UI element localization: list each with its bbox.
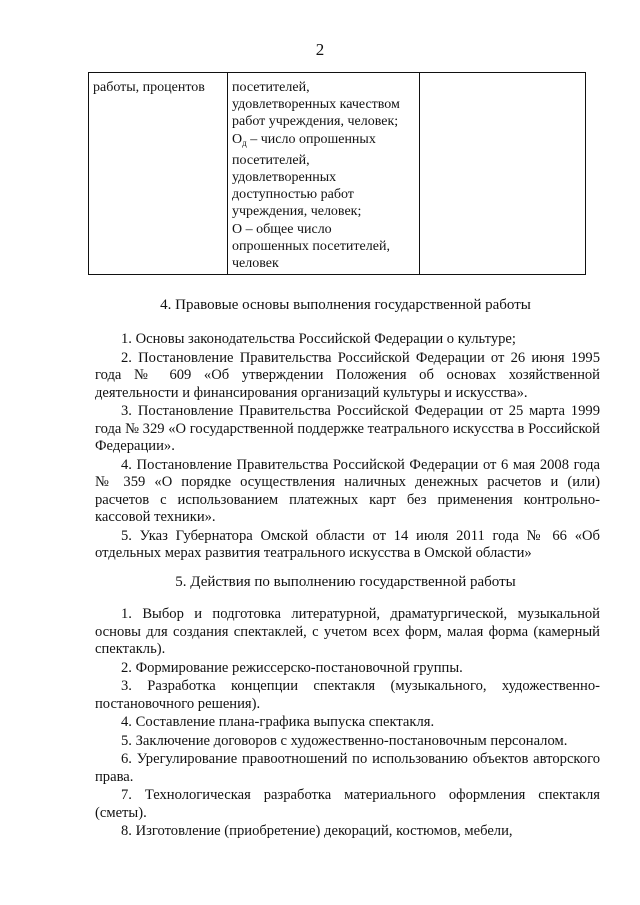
formula-line: доступностью работ [232, 187, 354, 203]
list-item: 4. Постановление Правительства Российской Федерации от 6 мая 2008 года № 359 «О порядке осуществления наличных денежных расчетов и (или) расчетов с использованием платежных карт без применения контрольно-кассовой техники». [95, 456, 600, 525]
od-subscript: д [242, 137, 247, 148]
list-item: 2. Формирование режиссерско-постановочной группы. [121, 659, 463, 676]
table-cell-formula-description [228, 73, 420, 275]
formula-line: посетителей, [232, 80, 310, 95]
table-row [89, 73, 586, 275]
formula-line: посетителей, [232, 152, 310, 168]
list-item: 3. Разработка концепции спектакля (музыкального, художественно-постановочного решения). [95, 678, 600, 712]
continued-table [88, 72, 586, 275]
list-item: 8. Изготовление (приобретение) декораций, костюмов, мебели, [121, 823, 513, 839]
list-item: 3. Постановление Правительства Российской Федерации от 25 марта 1999 года № 329 «О государственной поддержке театрального искусства в Российской Федерации». [95, 403, 600, 454]
od-text: – число опрошенных [246, 131, 376, 147]
list-item: 1. Основы законодательства Российской Федерации о культуре; [121, 331, 516, 347]
od-symbol: О [232, 131, 243, 147]
formula-line: учреждения, человек; [232, 204, 362, 220]
section-5-heading: 5. Действия по выполнению государственной работы [175, 574, 516, 590]
list-item: 5. Указ Губернатора Омской области от 14 июля 2011 года № 66 «Об отдельных мерах развития театрального искусства в Омской области» [95, 527, 600, 561]
list-item: 7. Технологическая разработка материального оформления спектакля (сметы). [95, 787, 600, 821]
table-cell-empty [420, 73, 586, 275]
formula-line: удовлетворенных качеством [232, 97, 400, 113]
table-cell-indicator: работы, процентов [89, 73, 228, 275]
formula-line-od [232, 131, 415, 152]
section-4-list [95, 331, 600, 564]
formula-line: опрошенных посетителей, [232, 238, 390, 254]
section-4-heading: 4. Правовые основы выполнения государственной работы [160, 297, 531, 313]
list-item: 5. Заключение договоров с художественно-постановочным персоналом. [121, 732, 568, 749]
formula-line: О – общее число [232, 221, 332, 237]
list-item: 6. Урегулирование правоотношений по использованию объектов авторского права. [95, 751, 600, 785]
list-item: 4. Составление плана-графика выпуска спектакля. [121, 714, 435, 730]
formula-line: удовлетворенных [232, 170, 337, 186]
formula-line: работ учреждения, человек; [232, 114, 399, 130]
page-number: 2 [315, 40, 325, 59]
list-item: 2. Постановление Правительства Российской Федерации от 26 июня 1995 года № 609 «Об утверждении Положения об основах хозяйственной деятельности и финансирования организаций культуры и искусства». [95, 349, 600, 401]
list-item: 1. Выбор и подготовка литературной, драматургической, музыкальной основы для создания спектаклей, с учетом всех форм, малая форма (камерный спектакль). [95, 606, 600, 657]
section-5-list [95, 606, 600, 842]
formula-line: человек [232, 256, 279, 272]
